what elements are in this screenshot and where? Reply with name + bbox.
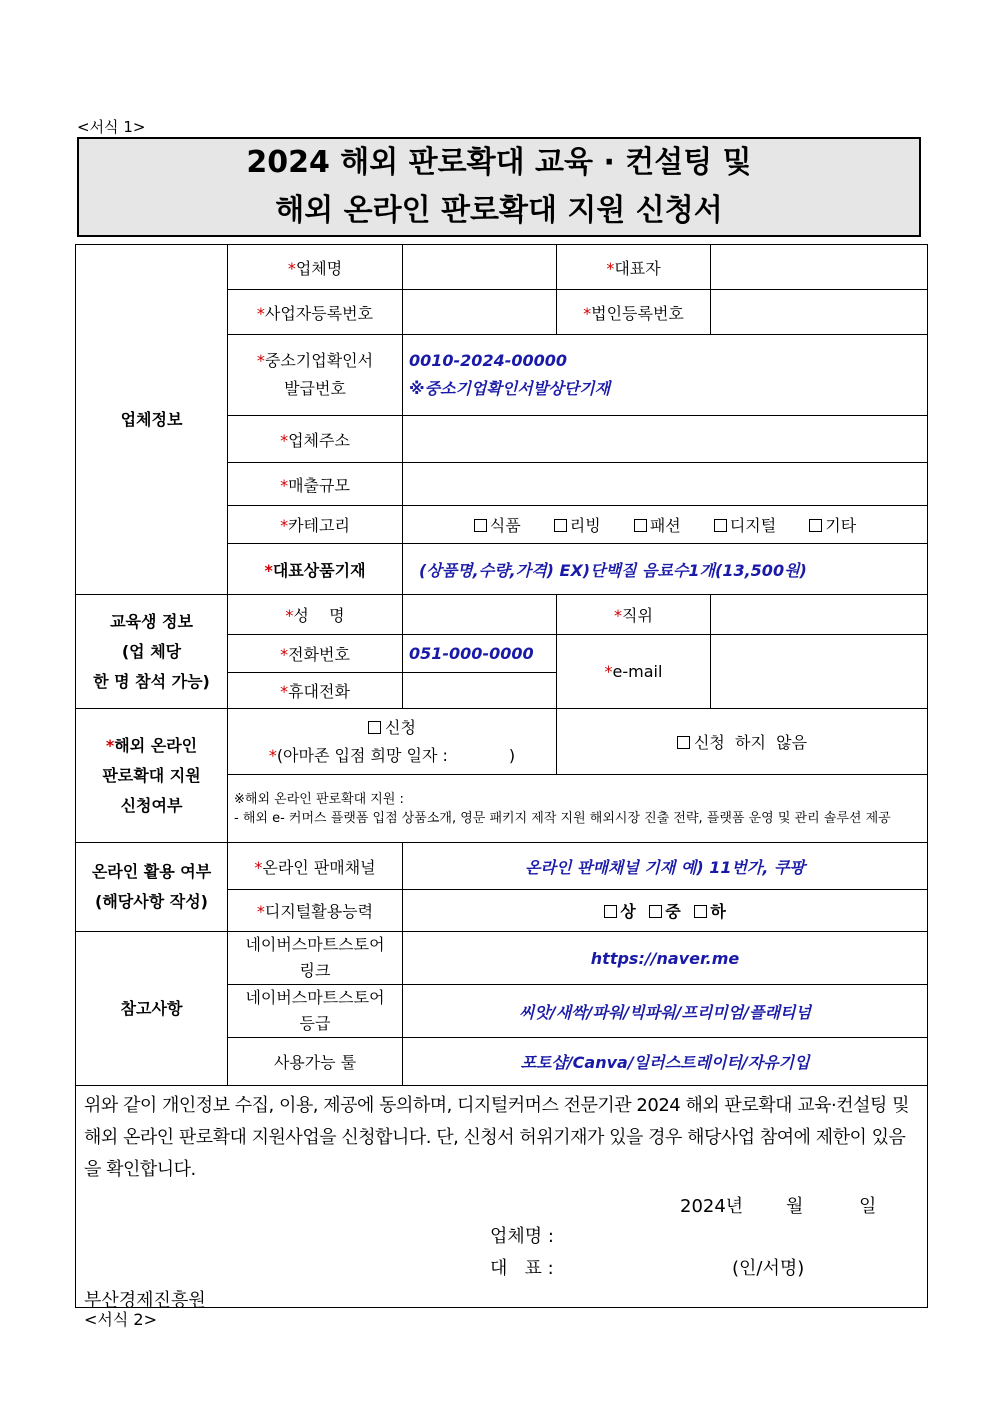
checkbox-icon	[809, 519, 822, 532]
category-etc-checkbox[interactable]: 기타	[809, 516, 856, 535]
company-name-field[interactable]	[403, 245, 557, 290]
tools-label: 사용가능 툴	[228, 1038, 403, 1086]
ceo-label: *대표자	[557, 245, 711, 290]
trainee-phone-field[interactable]: 051-000-0000	[403, 635, 557, 673]
ceo-field[interactable]	[711, 245, 928, 290]
category-food-checkbox[interactable]: 식품	[474, 516, 521, 535]
date-year: 2024년	[680, 1196, 744, 1217]
trainee-mobile-field[interactable]	[403, 673, 557, 709]
trainee-position-label: *직위	[557, 595, 711, 635]
title-line-2: 해외 온라인 판로확대 지원 신청서	[275, 193, 723, 228]
product-field[interactable]: (상품명,수량,가격) EX)단백질 음료수1개(13,500원)	[403, 544, 928, 595]
section-overseas: *해외 온라인 판로확대 지원 신청여부	[76, 709, 228, 843]
title-line-1: 2024 해외 판로확대 교육 · 컨설팅 및	[246, 145, 752, 180]
store-link-field[interactable]: https://naver.me	[403, 932, 928, 985]
address-field[interactable]	[403, 416, 928, 463]
section-reference: 참고사항	[76, 932, 228, 1086]
overseas-apply-option[interactable]: 신청 *(아마존 입점 희망 일자 : )	[228, 709, 557, 775]
category-options	[403, 506, 928, 544]
signature-area	[84, 1186, 919, 1311]
product-label: *대표상품기재	[228, 544, 403, 595]
title-box	[77, 137, 921, 237]
digital-options	[403, 890, 928, 932]
checkbox-icon	[634, 519, 647, 532]
trainee-email-label: *e-mail	[557, 635, 711, 709]
form-number-top: <서식 1>	[77, 118, 146, 136]
sme-cert-example: 0010-2024-00000	[409, 351, 568, 370]
sign-seal-label[interactable]: (인/서명)	[732, 1258, 805, 1279]
checkbox-icon	[474, 519, 487, 532]
address-label: *업체주소	[228, 416, 403, 463]
sme-cert-field[interactable]	[403, 335, 928, 416]
level-high-checkbox[interactable]: 상	[604, 902, 635, 921]
checkbox-icon	[368, 721, 381, 734]
corpno-field[interactable]	[711, 290, 928, 335]
checkbox-icon	[714, 519, 727, 532]
date-month: 월	[786, 1196, 804, 1217]
checkbox-icon	[677, 736, 690, 749]
category-label: *카테고리	[228, 506, 403, 544]
application-form-table	[75, 244, 928, 1311]
checkbox-icon	[694, 905, 707, 918]
checkbox-icon	[554, 519, 567, 532]
checkbox-icon	[649, 905, 662, 918]
section-online: 온라인 활용 여부 (해당사항 작성)	[76, 843, 228, 932]
category-digital-checkbox[interactable]: 디지털	[714, 516, 776, 535]
trainee-name-label: *성 명	[228, 595, 403, 635]
section-trainee: 교육생 정보 (업 체당 한 명 참석 가능)	[76, 595, 228, 709]
category-living-checkbox[interactable]: 리빙	[554, 516, 601, 535]
trainee-phone-label: *전화번호	[228, 635, 403, 673]
level-mid-checkbox[interactable]: 중	[649, 902, 680, 921]
channel-field[interactable]: 온라인 판매채널 기재 예) 11번가, 쿠팡	[403, 843, 928, 890]
trainee-position-field[interactable]	[711, 595, 928, 635]
date-day: 일	[859, 1196, 877, 1217]
store-grade-label: 네이버스마트스토어 등급	[228, 985, 403, 1038]
category-fashion-checkbox[interactable]: 패션	[634, 516, 681, 535]
form-number-bottom: <서식 2>	[84, 1310, 157, 1329]
trainee-mobile-label: *휴대전화	[228, 673, 403, 709]
overseas-not-apply-option[interactable]: 신청 하지 않음	[557, 709, 928, 775]
sme-cert-label: *중소기업확인서 발급번호	[228, 335, 403, 416]
store-link-label: 네이버스마트스토어 링크	[228, 932, 403, 985]
declaration-block	[76, 1086, 928, 1311]
declaration-text: 위와 같이 개인정보 수집, 이용, 제공에 동의하며, 디지털커머스 전문기관 2024 해외 판로확대 교육·컨설팅 및 해외 온라인 판로확대 지원사업을 신청합니다. 단, 신청서 허위기재가 있을 경우 해당사업 참여에 제한이 있음을 확인합니다.	[84, 1095, 909, 1180]
company-name-label: *업체명	[228, 245, 403, 290]
trainee-email-field[interactable]	[711, 635, 928, 709]
checkbox-icon	[604, 905, 617, 918]
level-low-checkbox[interactable]: 하	[694, 902, 725, 921]
organization-name: 부산경제진흥원	[84, 1290, 206, 1311]
bizno-label: *사업자등록번호	[228, 290, 403, 335]
trainee-name-field[interactable]	[403, 595, 557, 635]
company-sign-label: 업체명 :	[490, 1226, 554, 1247]
sme-cert-note: ※중소기업확인서발상단기재	[409, 379, 611, 398]
corpno-label: *법인등록번호	[557, 290, 711, 335]
rep-sign-label: 대 표 :	[490, 1258, 554, 1279]
store-grade-field[interactable]: 씨앗/새싹/파워/빅파워/프리미엄/플래티넘	[403, 985, 928, 1038]
channel-label: *온라인 판매채널	[228, 843, 403, 890]
digital-label: *디지털활용능력	[228, 890, 403, 932]
overseas-note: ※해외 온라인 판로확대 지원 : - 해외 e- 커머스 플랫폼 입점 상품소개, 영문 패키지 제작 지원 해외시장 진출 전략, 플랫폼 운영 및 관리 솔루션 제공	[228, 775, 928, 843]
sales-label: *매출규모	[228, 463, 403, 506]
sales-field[interactable]	[403, 463, 928, 506]
section-company: 업체정보	[76, 245, 228, 595]
bizno-field[interactable]	[403, 290, 557, 335]
tools-field[interactable]: 포토샵/Canva/일러스트레이터/자유기입	[403, 1038, 928, 1086]
